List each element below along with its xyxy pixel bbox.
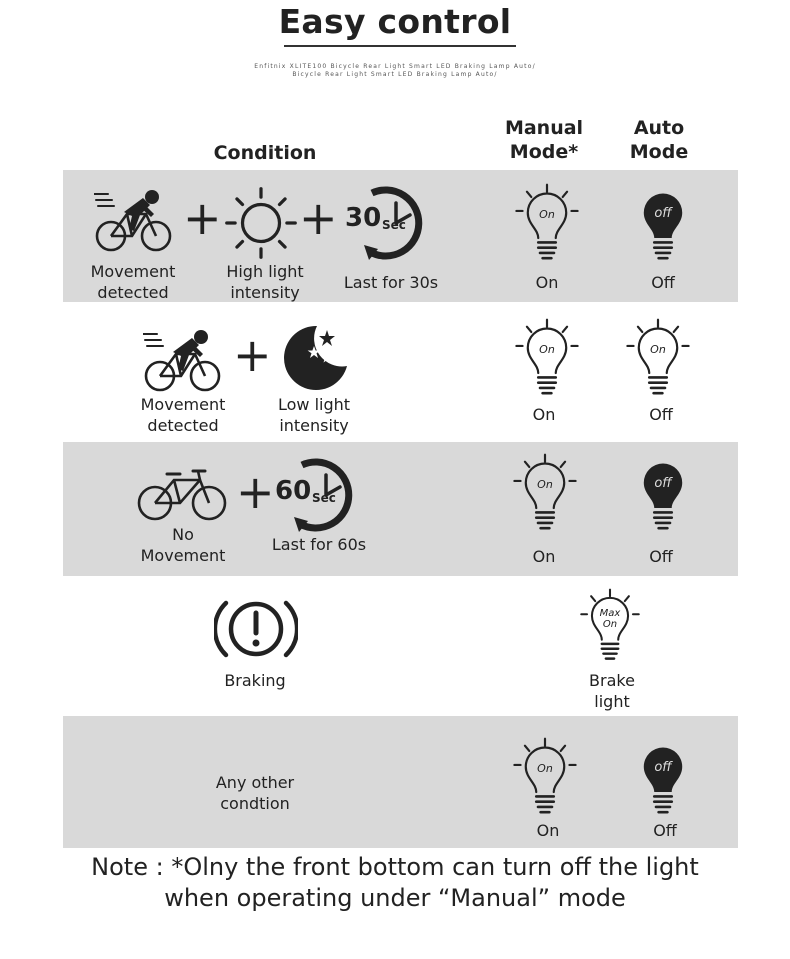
bulb-off-icon (628, 737, 698, 820)
bulb-on-icon (512, 183, 582, 266)
row-2-movement-line-2: detected (147, 416, 219, 435)
mode-note (0, 852, 790, 914)
bulb-on-icon (623, 318, 693, 401)
condition-column-header: Condition (213, 142, 317, 164)
row-1-auto-state: Off (651, 273, 675, 292)
subtitle-line-1: Enfitnix XLITE100 Bicycle Rear Light Smart LED Braking Lamp Auto/ (254, 63, 536, 70)
row-3-auto-bulb-text: off (654, 476, 672, 491)
sun-icon (224, 186, 298, 260)
row-4-braking-label: Braking (224, 671, 286, 690)
row-3-auto-state: Off (649, 547, 673, 566)
row-1-movement-line-1: Movement (90, 262, 176, 281)
row-2-plus: + (233, 328, 272, 382)
brake-bulb-line-1: Max (599, 608, 621, 619)
row-2-light-line-2: intensity (279, 416, 349, 435)
cyclist-icon (143, 328, 223, 394)
brake-bulb-line-2: On (602, 619, 618, 630)
bulb-off-icon (628, 453, 698, 536)
row-1-movement-label (83, 261, 183, 303)
title-underline (284, 45, 516, 47)
row-3-movement-label (133, 524, 233, 566)
row-5-auto-state: Off (653, 821, 677, 840)
row-4-brake-bulb-text (592, 608, 628, 630)
row-1-manual-state: On (535, 273, 559, 292)
bulb-off-icon (628, 183, 698, 266)
timer-60-number: 60 (275, 476, 312, 506)
page-title: Easy control (278, 2, 512, 41)
row-2-manual-bulb-text: On (539, 343, 555, 356)
bulb-on-icon (512, 318, 582, 401)
row-1-light-line-2: intensity (230, 283, 300, 302)
row-5-condition-label (195, 772, 315, 814)
row-2-light-label (264, 394, 364, 436)
row-5-other-line-1: Any other (215, 773, 295, 792)
row-1-light-line-1: High light (226, 262, 304, 281)
timer-30-number: 30 (345, 203, 382, 233)
row-1-auto-bulb-text: off (654, 206, 672, 221)
bulb-on-icon (510, 453, 580, 536)
row-5-manual-state: On (536, 821, 560, 840)
brake-warning-icon (214, 594, 298, 664)
moon-stars-icon (281, 322, 351, 392)
auto-header-line-1: Auto (633, 117, 685, 139)
cyclist-icon (94, 188, 174, 254)
subtitle-line-2: Bicycle Rear Light Smart LED Braking Lamp Auto/ (292, 71, 498, 78)
row-5-other-line-2: condtion (220, 794, 290, 813)
bicycle-icon (136, 466, 228, 522)
manual-header-line-1: Manual (504, 117, 584, 139)
product-subtitle (0, 63, 790, 79)
row-2-movement-line-1: Movement (140, 395, 226, 414)
row-2-light-line-1: Low light (277, 395, 351, 414)
row-2-movement-label (133, 394, 233, 436)
row-1-plus-1: + (183, 191, 222, 245)
timer-30-unit: Sec (382, 218, 406, 232)
auto-mode-column-header (614, 116, 704, 164)
row-1-timer-label: Last for 30s (343, 273, 439, 292)
row-5-auto-bulb-text: off (654, 760, 672, 775)
row-1-plus-2: + (299, 191, 338, 245)
row-3-movement-line-1: No (172, 525, 194, 544)
row-1-light-label (215, 261, 315, 303)
row-1-manual-bulb-text: On (539, 208, 555, 221)
row-3-manual-bulb-text: On (537, 478, 553, 491)
row-2-manual-state: On (532, 405, 556, 424)
manual-header-line-2: Mode* (509, 141, 579, 163)
row-2-auto-bulb-text: On (650, 343, 666, 356)
note-line-1: Note : *Olny the front bottom can turn off the light (91, 853, 699, 881)
manual-mode-column-header (494, 116, 594, 164)
row-1-movement-line-2: detected (97, 283, 169, 302)
row-2-auto-state: Off (649, 405, 673, 424)
row-3-timer-label: Last for 60s (271, 535, 367, 554)
bulb-on-icon (510, 737, 580, 820)
row-3-plus: + (236, 465, 275, 519)
row-3-manual-state: On (532, 547, 556, 566)
note-line-2: when operating under “Manual” mode (164, 884, 626, 912)
row-3-movement-line-2: Movement (140, 546, 226, 565)
auto-header-line-2: Mode (629, 141, 689, 163)
timer-60-unit: Sec (312, 491, 336, 505)
brake-light-line-2: light (594, 692, 630, 711)
brake-light-line-1: Brake (589, 671, 635, 690)
row-5-manual-bulb-text: On (537, 762, 553, 775)
row-4-brake-light-label (572, 670, 652, 712)
